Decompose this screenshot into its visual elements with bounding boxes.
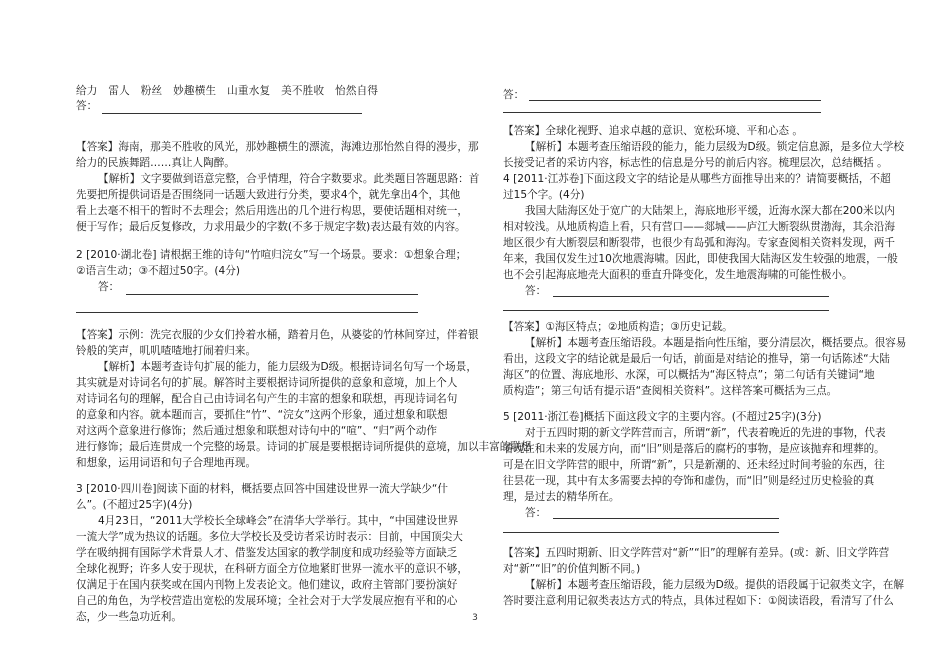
answer-blank: [76, 312, 418, 313]
analysis-text: 看出，这段文字的结论就是最后一句话，前面是对结论的推导，第一句话陈述“大陆: [503, 353, 890, 365]
page-number: 3: [472, 613, 478, 623]
question-stem: 5 [2011·浙江卷]概括下面这段文字的主要内容。(不超过25字)(3分): [503, 411, 822, 423]
analysis-text: 便于写作；最后反复修改，力求用最少的字数(不多于规定字数)表达最有效的内容。: [76, 221, 466, 233]
passage-text: 往昙花一现，其中有太多需要去掉的夸饰和虚伪，而“旧”则是经过历史检验的真: [503, 475, 875, 487]
analysis-text: 对这两个意象进行修饰；然后通过想象和联想对诗句中的“喧”、“归”两个动作: [76, 425, 437, 437]
answer-text: 【答案】海南，那美不胜收的风光，那妙趣横生的漂流，海滩边那怡然自得的漫步，那: [76, 141, 479, 153]
analysis-text: 【解析】本题考查压缩语段，能力层级为D级。提供的语段属于记叙类文字，在解: [525, 579, 904, 591]
question-stem: 么”。(不超过25字)(4分): [76, 499, 193, 511]
analysis-text: 和想象，运用词语和句子合理地再现。: [76, 457, 257, 469]
analysis-text: 先要把所提供词语是否围绕同一话题大致进行分类，要求4个，就先拿出4个，其他: [76, 189, 461, 201]
answer-blank: [553, 518, 779, 519]
answer-text: 对“新”“旧”的价值判断不同。): [503, 563, 641, 575]
analysis-text: 看上去毫不相干的暂时不去理会；然后用选出的几个进行构思，要使话题相对统一，: [76, 205, 468, 217]
word-list: 给力 雷人 粉丝 妙趣横生 山重水复 美不胜收 怡然自得: [76, 85, 379, 97]
answer-text: 【答案】示例：洗完衣服的少女们拎着水桶，踏着月色，从婆娑的竹林间穿过，伴着银: [76, 329, 479, 341]
analysis-text: 的意象和内容。就本题而言，要抓住“竹”、“浣女”这两个形象，通过想象和联想: [76, 409, 448, 421]
passage-text: 理，是过去的精华所在。: [503, 491, 620, 503]
passage-text: 自己的角色，为学校营造出宽松的发展环境；全社会对于大学发展应抱有平和的心: [76, 595, 458, 607]
passage-text: 着现在和未来的发展方向，而“旧”则是落后的腐朽的事物，是应该抛弃和埋葬的。: [503, 443, 885, 455]
answer-blank: [126, 294, 418, 295]
analysis-text: 海区”的位置、海底地形、水深，可以概括为“海区特点”；第二句话有关键词“地: [503, 369, 875, 381]
analysis-text: 对诗词名句的理解，配合自己由诗词名句产生的丰富的想象和联想，再现诗词名句: [76, 393, 458, 405]
analysis-text: 【解析】文字要做到语意完整，合乎情理，符合字数要求。此类题目答题思路：首: [98, 173, 480, 185]
answer-blank: [102, 113, 362, 114]
analysis-text: 其实就是对诗词名句的扩展。解答时主要根据诗词所提供的意象和意境，加上个人: [76, 377, 458, 389]
question-stem: 2 [2010·湖北卷] 请根据王维的诗句“竹喧归浣女”写一个场景。要求：①想象合理；: [76, 249, 467, 261]
passage-text: 一流大学”成为热议的话题。多位大学校长及受访者采访时表示：目前，中国顶尖大: [76, 531, 463, 543]
question-stem: 4 [2011·江苏卷]下面这段文字的结论是从哪些方面推导出来的？请简要概括，不超: [503, 173, 891, 185]
question-stem: 3 [2010·四川卷]阅读下面的材料，概括要点回答中国建设世界一流大学缺少“什: [76, 483, 448, 495]
question-stem: ②语言生动；③不超过50字。(4分): [76, 265, 241, 277]
analysis-text: 进行修饰；最后连贯成一个完整的场景。诗词的扩展是要根据诗词所提供的意境，加以丰富的联想: [76, 441, 532, 453]
analysis-text: 【解析】本题考查压缩语段。本题是指向性压缩，要分清层次，概括要点。很容易: [525, 337, 907, 349]
passage-text: 相对较浅。从地质构造上看，只有营口——郯城——庐江大断裂纵贯渤海，其余沿海: [503, 221, 895, 233]
passage-text: 全球化视野；许多人安于现状，在科研方面全方位地紧盯世界一流水平的意识不够，: [76, 563, 468, 575]
answer-blank: [503, 310, 829, 311]
question-stem: 过15个字。(4分): [503, 189, 585, 201]
passage-text: 学在吸纳拥有国际学术背景人才、借鉴发达国家的教学制度和成功经验等方面缺乏: [76, 547, 458, 559]
passage-text: 地区很少有大断裂层和断裂带，也很少有岛弧和海沟。专家查阅相关资料发现，两千: [503, 237, 895, 249]
passage-text: 可是在旧文学阵营的眼中，所谓“新”，只是新潮的、还未经过时间考验的东西，往: [503, 459, 885, 471]
answer-label: 答：: [98, 281, 120, 293]
answer-text: 【答案】五四时期新、旧文学阵营对“新”“旧”的理解有差异。(或：新、旧文学阵营: [503, 547, 890, 559]
passage-text: 年来，我国仅发生过10次地震海啸。因此，即使我国大陆海区发生较强的地震，一般: [503, 253, 898, 265]
analysis-text: 质构造”；第三句话有提示语“查阅相关资料”。这样答案可概括为三点。: [503, 385, 838, 397]
answer-text: 【答案】全球化视野、追求卓越的意识、宽松环境、平和心态 。: [503, 125, 803, 137]
analysis-text: 答时要注意利用记叙类表达方式的特点，具体过程如下：①阅读语段，看清写了什么: [503, 595, 894, 607]
answer-label: 答：: [525, 507, 547, 519]
analysis-text: 【解析】本题考查诗句扩展的能力，能力层级为D级。根据诗词名句写一个场景，: [98, 361, 477, 373]
answer-label: 答：: [76, 100, 98, 112]
answer-blank: [529, 100, 821, 101]
passage-text: 也不会引起海底地壳大面积的垂直升降变化，发生地震海啸的可能性极小。: [503, 269, 853, 281]
passage-text: 对于五四时期的新文学阵营而言，所谓“新”，代表着晚近的先进的事物，代表: [525, 427, 886, 439]
answer-label: 答：: [525, 285, 547, 297]
answer-blank: [503, 532, 779, 533]
answer-blank: [503, 112, 821, 113]
analysis-text: 长接受记者的采访内容，标志性的信息是分号的前后内容。梳理层次，总结概括 。: [503, 157, 888, 169]
passage-text: 仅满足于在国内获奖或在国内刊物上发表论文。他们建议，政府主管部门要扮演好: [76, 579, 458, 591]
answer-text: 铃般的笑声，叽叽喳喳地打闹着归来。: [76, 345, 257, 357]
passage-text: 我国大陆海区处于宽广的大陆架上，海底地形平缓，近海水深大都在200米以内: [525, 205, 895, 217]
passage-text: 4月23日，“2011大学校长全球峰会”在清华大学举行。其中，“中国建设世界: [98, 515, 459, 527]
answer-label: 答：: [503, 89, 525, 101]
passage-text: 态，少一些急功近利。: [76, 611, 182, 623]
answer-blank: [553, 296, 829, 297]
answer-text: 给力的民族舞蹈……真让人陶醉。: [76, 157, 235, 169]
analysis-text: 【解析】本题考查压缩语段的能力，能力层级为D级。锁定信息源，是多位大学校: [525, 141, 904, 153]
answer-text: 【答案】①海区特点；②地质构造；③历史记载。: [503, 321, 733, 333]
